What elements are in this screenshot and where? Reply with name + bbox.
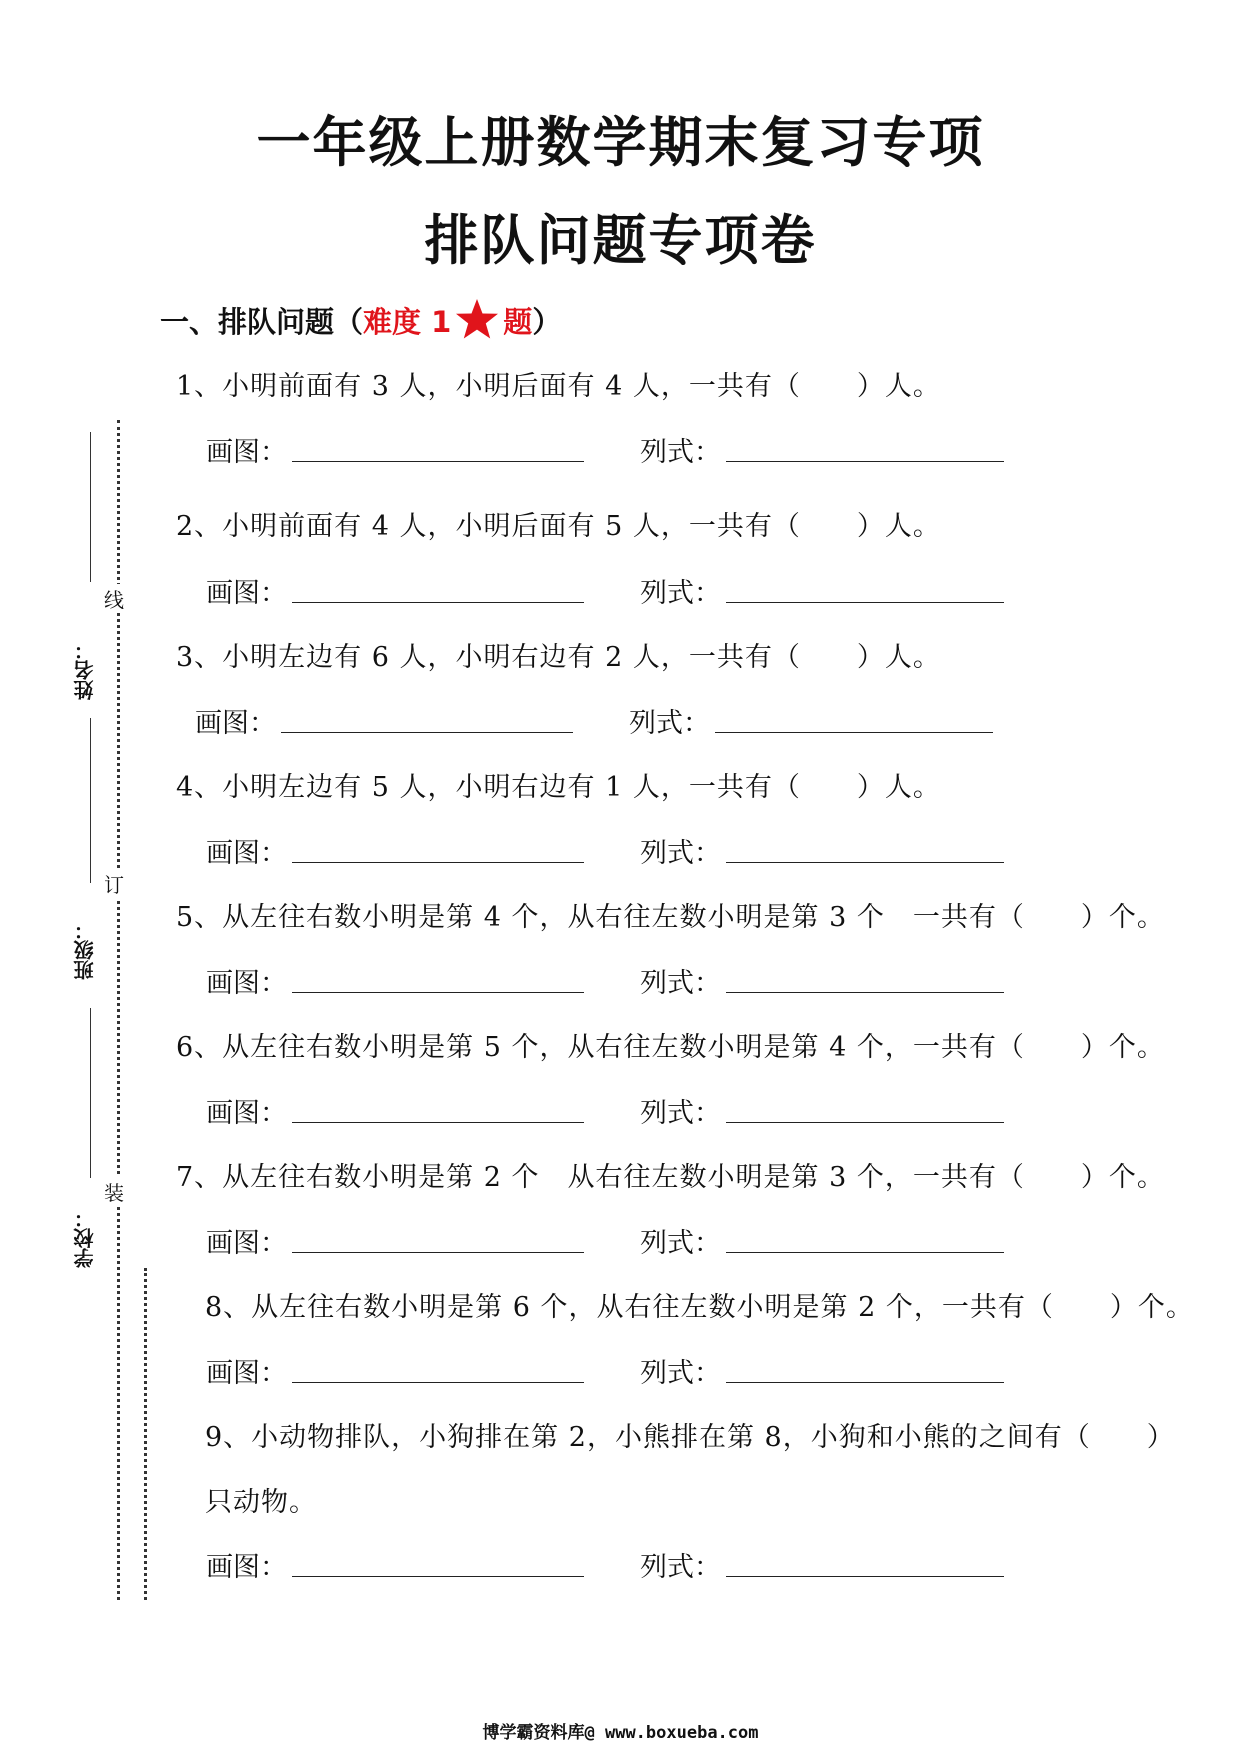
drawing-answer-line[interactable] [281, 732, 573, 733]
section-heading-close: ） [532, 305, 562, 339]
question-1: 1、小明前面有 3 人，小明后面有 4 人，一共有（ ）人。 [176, 371, 941, 402]
question-6: 6、从左往右数小明是第 5 个，从右往左数小明是第 4 个，一共有（ ）个。 [176, 1032, 1165, 1063]
drawing-label: 画图： [206, 1552, 287, 1583]
footer-watermark: 博学霸资料库@ www.boxueba.com [482, 1723, 759, 1743]
question-9: 9、小动物排队，小狗排在第 2，小熊排在第 8，小狗和小熊的之间有（ ） [205, 1422, 1175, 1453]
formula-answer-line[interactable] [726, 1382, 1004, 1383]
name-label: 姓名： [73, 640, 97, 700]
formula-answer-line[interactable] [726, 1576, 1004, 1577]
difficulty-suffix: 题 [503, 305, 533, 339]
formula-label: 列式： [640, 437, 721, 468]
question-3: 3、小明左边有 6 人，小明右边有 2 人，一共有（ ）人。 [176, 642, 941, 673]
section-heading [160, 298, 561, 341]
drawing-answer-line[interactable] [292, 1122, 584, 1123]
question-2: 2、小明前面有 4 人，小明后面有 5 人，一共有（ ）人。 [176, 511, 941, 542]
formula-answer-line[interactable] [715, 732, 993, 733]
formula-answer-line[interactable] [726, 461, 1004, 462]
drawing-label: 画图： [206, 578, 287, 609]
star-icon [455, 298, 499, 340]
formula-label: 列式： [640, 578, 721, 609]
cut-mark-order: 订 [104, 869, 124, 898]
formula-label: 列式： [640, 1552, 721, 1583]
question-4: 4、小明左边有 5 人，小明右边有 1 人，一共有（ ）人。 [176, 772, 941, 803]
school-label: 学校： [73, 1208, 97, 1268]
formula-answer-line[interactable] [726, 602, 1004, 603]
formula-label: 列式： [640, 968, 721, 999]
drawing-answer-line[interactable] [292, 1576, 584, 1577]
formula-label: 列式： [640, 1228, 721, 1259]
formula-answer-line[interactable] [726, 1252, 1004, 1253]
page-title: 一年级上册数学期末复习专项 [256, 111, 985, 174]
drawing-answer-line[interactable] [292, 1252, 584, 1253]
class-underline[interactable] [90, 718, 91, 883]
drawing-label: 画图： [206, 968, 287, 999]
cut-mark-line: 线 [104, 584, 124, 613]
question-9-continued: 只动物。 [205, 1487, 317, 1518]
formula-answer-line[interactable] [726, 992, 1004, 993]
formula-answer-line[interactable] [726, 862, 1004, 863]
school-underline[interactable] [90, 1008, 91, 1178]
drawing-label: 画图： [195, 708, 276, 739]
formula-label: 列式： [640, 838, 721, 869]
cut-mark-bind: 装 [104, 1177, 124, 1206]
formula-label: 列式： [640, 1358, 721, 1389]
question-7: 7、从左往右数小明是第 2 个 从右往左数小明是第 3 个，一共有（ ）个。 [176, 1162, 1165, 1193]
drawing-answer-line[interactable] [292, 602, 584, 603]
page-subtitle: 排队问题专项卷 [424, 209, 817, 272]
cut-dotted-line-inner [144, 1268, 147, 1600]
drawing-answer-line[interactable] [292, 862, 584, 863]
drawing-answer-line[interactable] [292, 992, 584, 993]
drawing-label: 画图： [206, 838, 287, 869]
formula-label: 列式： [640, 1098, 721, 1129]
class-label: 班级： [73, 920, 97, 980]
drawing-label: 画图： [206, 1228, 287, 1259]
drawing-answer-line[interactable] [292, 1382, 584, 1383]
drawing-label: 画图： [206, 1098, 287, 1129]
drawing-label: 画图： [206, 437, 287, 468]
question-8: 8、从左往右数小明是第 6 个，从右往左数小明是第 2 个，一共有（ ）个。 [205, 1292, 1194, 1323]
section-heading-prefix: 一、排队问题（ [160, 305, 364, 339]
drawing-answer-line[interactable] [292, 461, 584, 462]
question-5: 5、从左往右数小明是第 4 个，从右往左数小明是第 3 个 一共有（ ）个。 [176, 902, 1165, 933]
formula-label: 列式： [629, 708, 710, 739]
drawing-label: 画图： [206, 1358, 287, 1389]
difficulty-label: 难度 1 [363, 305, 452, 339]
name-underline[interactable] [90, 432, 91, 582]
formula-answer-line[interactable] [726, 1122, 1004, 1123]
